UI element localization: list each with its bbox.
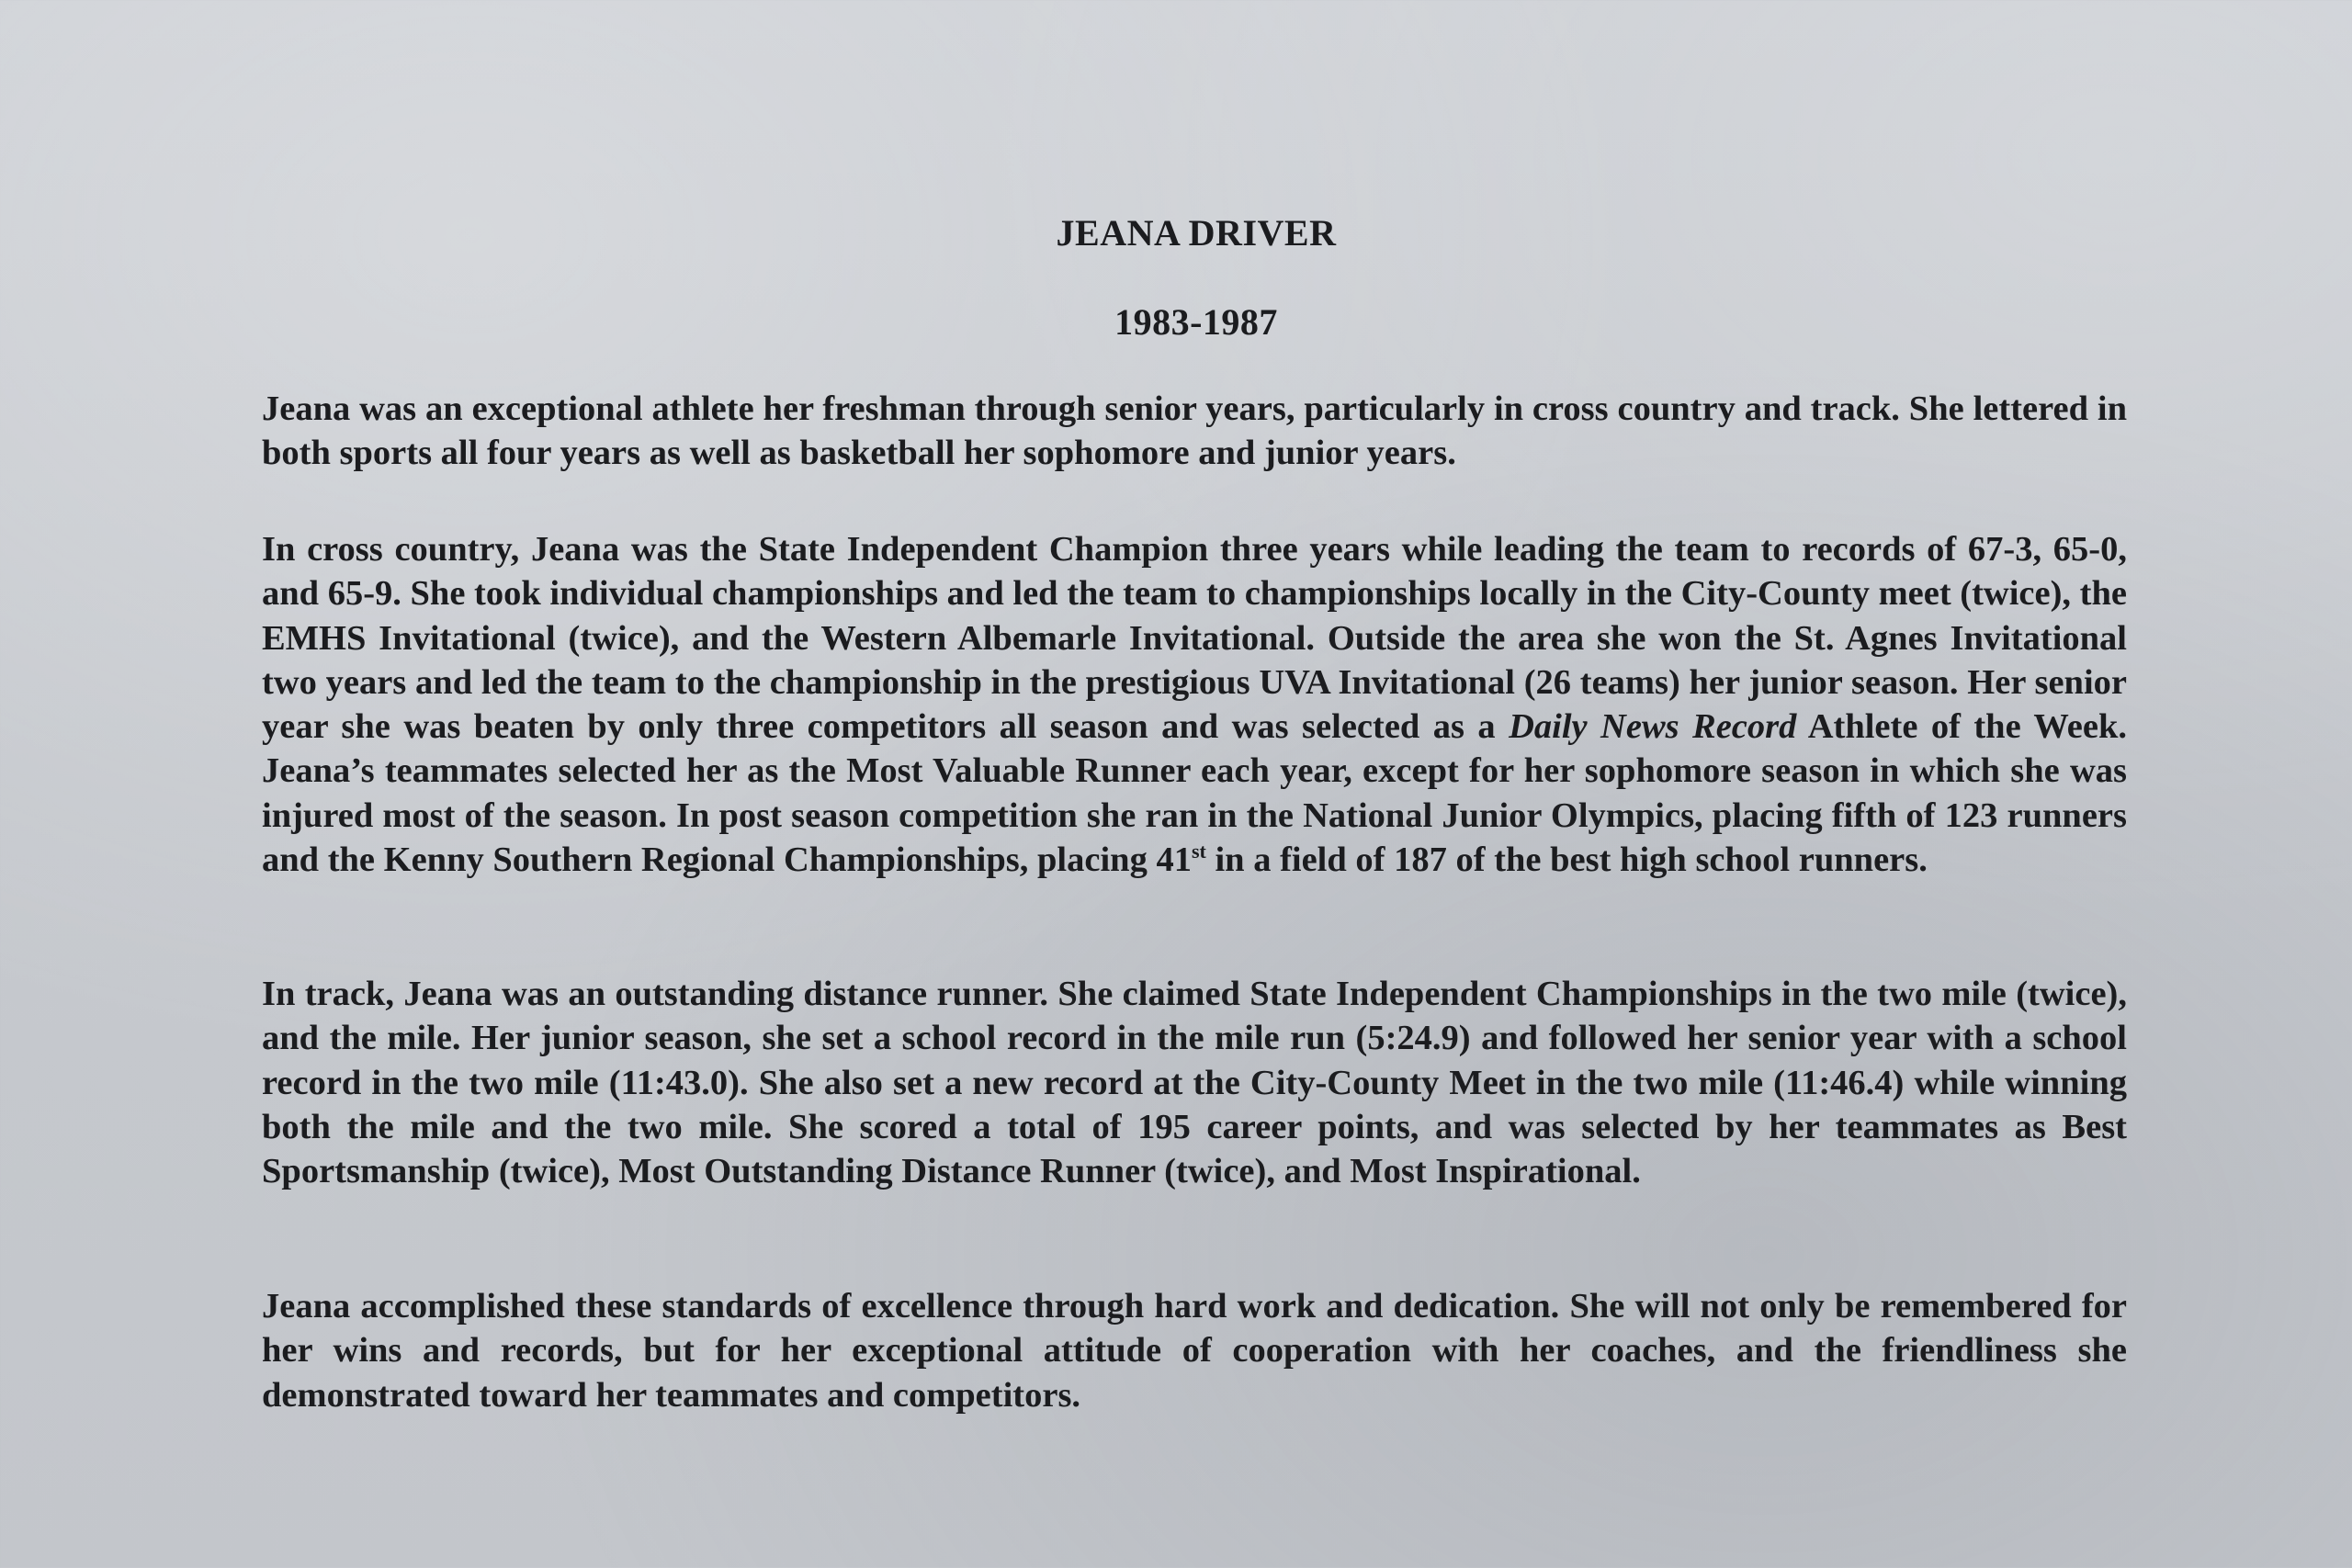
cross-country-text-part-3: in a field of 187 of the best high school runners. (1205, 840, 1928, 880)
publication-name: Daily News Record (1509, 707, 1797, 747)
paragraph-cross-country (262, 527, 2127, 882)
cross-country-text-part-2: Athlete of the Week. Jeana’s teammates selected her as the Most Valuable Runner each year, except for her sophomore season in which she was injured most of the season. In post season competition she ran in the National Junior Olympics, placing fifth of 123 runners and the Kenny Southern Regional Championships, placing 41 (262, 707, 2127, 880)
paragraph-cross-country-text (262, 527, 2127, 882)
paragraph-closing-text: Jeana accomplished these standards of excellence through hard work and dedication. She will not only be remembered for her wins and records, but for her exceptional attitude of cooperation with her coaches, and the friendliness she demonstrated toward her teammates and competitors. (262, 1287, 2127, 1415)
paragraph-intro-text: Jeana was an exceptional athlete her freshman through senior years, particularly in cross country and track. She lettered in both sports all four years as well as basketball her sophomore and junior years. (262, 389, 2127, 473)
paragraph-track (262, 972, 2127, 1193)
paragraph-closing (262, 1284, 2127, 1417)
athlete-name-heading: JEANA DRIVER (1056, 212, 1337, 254)
paragraph-intro (262, 387, 2127, 476)
cross-country-text-part-1: In cross country, Jeana was the State Independent Champion three years while leading the team to records of 67-3, 65-0, and 65-9. She took individual championships and led the team to championships locally in the City-County meet (twice), the EMHS Invitational (twice), and the Western Albemarle Invitational. Outside the area she won the St. Agnes Invitational two years and led the team to the championship in the prestigious UVA Invitational (26 teams) her junior season. Her senior year she was beaten by only three competitors all season and was selected as a (262, 530, 2127, 747)
paragraph-track-text: In track, Jeana was an outstanding distance runner. She claimed State Independent Championships in the two mile (twice), and the mile. Her junior season, she set a school record in the mile run (5:24.9) and followed her senior year with a school record in the two mile (11:43.0). She also set a new record at the City-County Meet in the two mile (11:46.4) while winning both the mile and the two mile. She scored a total of 195 career points, and was selected by her teammates as Best Sportsmanship (twice), Most Outstanding Distance Runner (twice), and Most Inspirational. (262, 975, 2127, 1191)
ordinal-suffix: st (1191, 840, 1206, 863)
years-heading: 1983-1987 (1114, 301, 1278, 343)
